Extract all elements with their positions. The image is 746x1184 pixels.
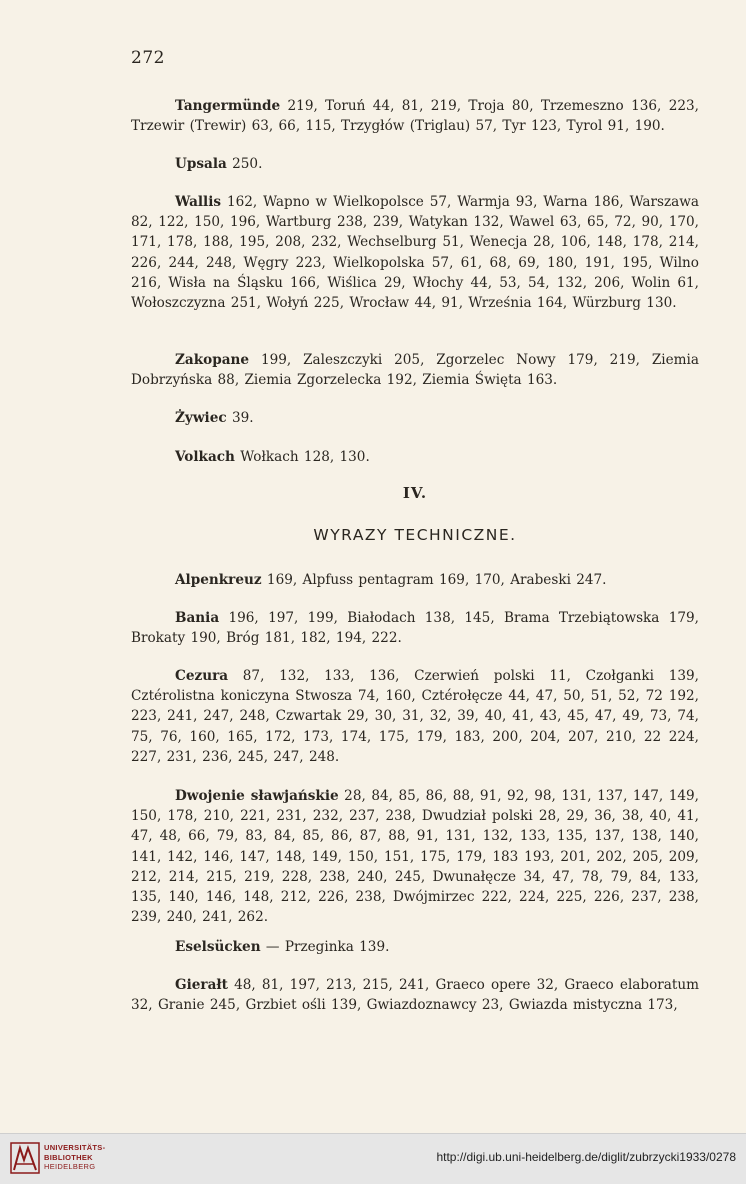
entry-text: 28, 84, 85, 86, 88, 91, 92, 98, 131, 137, 147, 149, 150, 178, 210, 221, 231, 232, 237, 238, Dwudział polski 28, 29, 36, 38, 40, 41, 47, 48, 66, 79, 83, 84, 85, 86, 87, 88, 91, 131, 132, 133, 135, 137, 138, 140, 141, 142, 146, 147, 148, 149, 150, 151, 175, 179, 183 193, 201, 202, 205, 209, 212, 214, 215, 219, 228, 238, 240, 245, Dwunałęcze 34, 47, 78, 79, 84, 133, 135, 140, 146, 148, 212, 226, 238, Dwójmirzec 222, 224, 225, 226, 237, 238, 239, 240, 241, 262. bbox=[131, 788, 699, 926]
entry-lead: Alpenkreuz bbox=[175, 572, 262, 588]
entry-text: Wołkach 128, 130. bbox=[234, 449, 370, 465]
entry-lead: Żywiec bbox=[175, 410, 227, 426]
entry-text: 39. bbox=[226, 410, 254, 426]
library-logo-icon bbox=[10, 1142, 40, 1174]
entry-paragraph bbox=[131, 975, 699, 1015]
entry-text: 169, Alpfuss pentagram 169, 170, Arabeski 247. bbox=[261, 572, 607, 588]
entry-text: 250. bbox=[226, 156, 263, 172]
entry-paragraph bbox=[131, 192, 699, 313]
entry-lead: Gierałt bbox=[175, 977, 228, 993]
entry-lead: Volkach bbox=[175, 449, 235, 465]
section-number: IV. bbox=[402, 484, 428, 502]
entry-lead: Dwojenie sławjańskie bbox=[175, 788, 339, 804]
entry-paragraph bbox=[131, 154, 699, 174]
entry-paragraph bbox=[131, 96, 699, 136]
entry-paragraph bbox=[131, 937, 699, 957]
section-title: WYRAZY TECHNICZNE. bbox=[313, 526, 517, 544]
entry-paragraph bbox=[131, 350, 699, 390]
viewer-footer bbox=[0, 1133, 746, 1184]
entry-lead: Bania bbox=[175, 610, 220, 626]
entry-text: — Przeginka 139. bbox=[260, 939, 390, 955]
entry-lead: Tangermünde bbox=[175, 98, 281, 114]
entry-text: 219, Toruń 44, 81, 219, Troja 80, Trzemeszno 136, 223, Trzewir (Trewir) 63, 66, 115, Trzygłów (Triglau) 57, Tyr 123, Tyrol 91, 190. bbox=[131, 98, 699, 135]
entry-paragraph bbox=[131, 786, 699, 927]
library-logo[interactable] bbox=[10, 1142, 160, 1176]
entry-lead: Cezura bbox=[175, 668, 229, 684]
entry-text: 199, Zaleszczyki 205, Zgorzelec Nowy 179, 219, Ziemia Dobrzyńska 88, Ziemia Zgorzelecka 192, Ziemia Święta 163. bbox=[131, 352, 699, 389]
entry-lead: Eselsücken bbox=[175, 939, 261, 955]
entry-paragraph bbox=[131, 408, 699, 428]
logo-line: HEIDELBERG bbox=[44, 1162, 96, 1171]
logo-line: BIBLIOTHEK bbox=[44, 1152, 93, 1162]
entry-text: 87, 132, 133, 136, Czerwień polski 11, Czołganki 139, Cztérolistna koniczyna Stwosza 74, 160, Cztérołęcze 44, 47, 50, 51, 52, 72 192, 223, 241, 247, 248, Czwartak 29, 30, 31, 32, 39, 40, 41, 43, 45, 47, 49, 73, 74, 75, 76, 160, 165, 172, 173, 174, 175, 179, 183, 200, 204, 207, 210, 22 224, 227, 231, 236, 245, 247, 248. bbox=[131, 668, 699, 765]
permalink-url[interactable]: http://digi.ub.uni-heidelberg.de/diglit/zubrzycki1933/0278 bbox=[436, 1150, 736, 1164]
entry-text: 196, 197, 199, Białodach 138, 145, Brama Trzebiątowska 179, Brokaty 190, Bróg 181, 182, 194, 222. bbox=[131, 610, 699, 647]
page-number: 272 bbox=[131, 48, 165, 68]
entry-text: 48, 81, 197, 213, 215, 241, Graeco opere 32, Graeco elaboratum 32, Granie 245, Grzbiet ośli 139, Gwiazdoznawcy 23, Gwiazda mistyczna 173, bbox=[131, 977, 699, 1014]
entry-lead: Wallis bbox=[175, 194, 222, 210]
entry-lead: Zakopane bbox=[175, 352, 250, 368]
entry-paragraph bbox=[131, 666, 699, 767]
entry-paragraph bbox=[131, 447, 699, 467]
entry-paragraph bbox=[131, 570, 699, 590]
entry-lead: Upsala bbox=[175, 156, 227, 172]
entry-text: 162, Wapno w Wielkopolsce 57, Warmja 93, Warna 186, Warszawa 82, 122, 150, 196, Wartburg 238, 239, Watykan 132, Wawel 63, 65, 72, 90, 170, 171, 178, 188, 195, 208, 232, Wechselburg 51, Wenecja 28, 106, 148, 178, 214, 226, 244, 248, Węgry 223, Wielkopolska 57, 61, 68, 69, 180, 191, 195, Wilno 216, Wisła na Śląsku 166, Wiślica 29, Włochy 44, 53, 54, 132, 206, Wolin 61, Wołoszczyzna 251, Wołyń 225, Wrocław 44, 91, Września 164, Würzburg 130. bbox=[131, 194, 699, 312]
logo-line: UNIVERSITÄTS- bbox=[44, 1143, 106, 1152]
entry-paragraph bbox=[131, 608, 699, 648]
